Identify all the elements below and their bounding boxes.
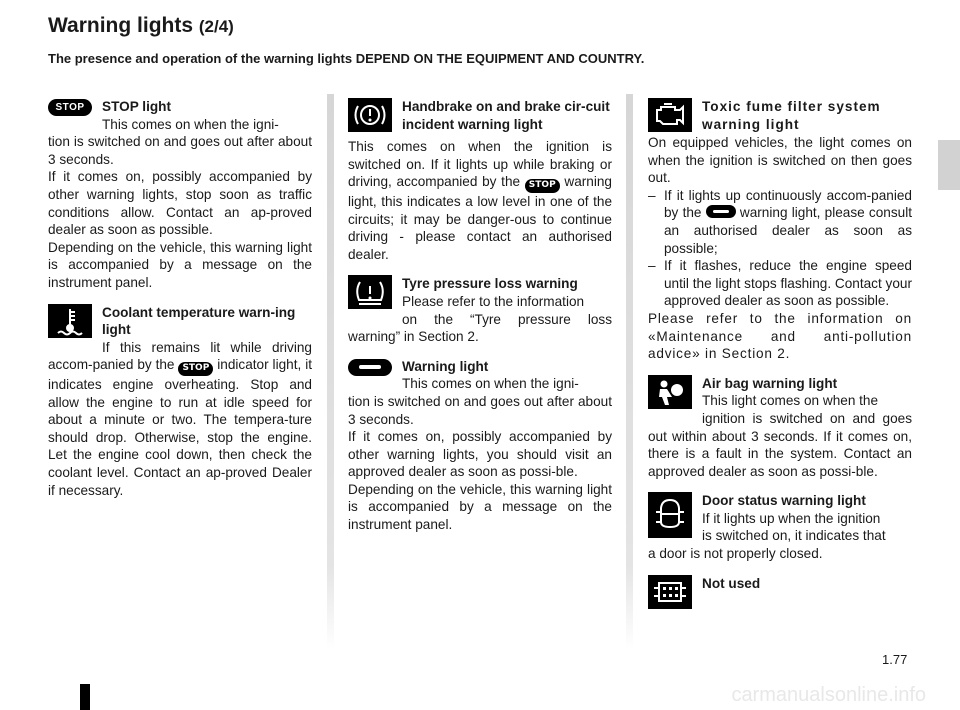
- toxic-text: On equipped vehicles, the light comes on when the ignition is switched on then goes out.: [648, 135, 912, 186]
- warning-line1: This comes on when the igni-: [402, 376, 579, 392]
- engine-icon: [648, 98, 692, 132]
- airbag-heading: Air bag warning light: [702, 375, 838, 391]
- airbag-icon: [648, 375, 692, 409]
- tyre-pressure-icon: [348, 275, 392, 309]
- corner-mark: [80, 684, 90, 710]
- door-status-section: [648, 492, 912, 562]
- handbrake-text: This comes on when the ignition is switched on. If it lights up while braking or driving, accompanied by the STOP warning light, this indicates a low level in one of the circuits; it may be danger-ous to continue driving - please contact an authorised dealer.: [348, 139, 612, 262]
- coolant-temperature-icon: [48, 304, 92, 338]
- toxic-fume-section: [648, 98, 912, 363]
- coolant-section: [48, 304, 312, 500]
- stop-light-section: [48, 98, 312, 292]
- toxic-bullet-list: [648, 187, 912, 310]
- coolant-text: If this remains lit while driving accom-panied by the STOP indicator light, it indicates engine overheating. Stop and allow the engine to run at idle speed for about a minute or two. The tempera-ture should drop. Otherwise, stop the engine. Let the engine cool down, then check the coolant level. Contact an ap-proved Dealer if necessary.: [48, 339, 312, 498]
- column-2: [348, 98, 612, 546]
- section-tab: [938, 140, 960, 190]
- column-1: [48, 98, 312, 511]
- not-used-icon: [648, 575, 692, 609]
- inline-stop-icon: STOP: [178, 362, 213, 376]
- airbag-section: [648, 375, 912, 481]
- door-text: a door is not properly closed.: [648, 546, 823, 562]
- page-number: 1.77: [882, 652, 908, 667]
- warning-paragraph-3: Depending on the vehicle, this warning light is accompanied by a message on the instrument panel.: [348, 481, 612, 533]
- warning-text: tion is switched on and goes out after about 3 seconds.: [348, 393, 612, 427]
- coolant-heading: Coolant temperature warn-ing light: [102, 304, 296, 338]
- door-line1: If it lights up when the ignition: [702, 510, 881, 526]
- stop-paragraph-3: Depending on the vehicle, this warning light is accompanied by a message on the instrument panel.: [48, 239, 312, 290]
- column-divider-2: [626, 94, 633, 649]
- handbrake-heading: Handbrake on and brake cir-cuit incident warning light: [402, 99, 610, 132]
- airbag-text: ignition is switched on and goes out within about 3 seconds. If it comes on, there is a fault in the system. Contact an approved dealer as soon as possi-ble.: [648, 410, 912, 479]
- stop-icon: STOP: [48, 99, 92, 116]
- stop-text: tion is switched on and goes out after about 3 seconds.: [48, 134, 312, 167]
- toxic-heading: Toxic fume filter system warning light: [702, 99, 881, 132]
- airbag-line1: This light comes on when the: [702, 393, 879, 409]
- list-item: – If it lights up continuously accom-panied by the warning light, please consult an authorised dealer as soon as possible;: [648, 187, 912, 256]
- inline-stop-icon: STOP: [525, 179, 560, 193]
- warning-light-section: [348, 358, 612, 534]
- warning-heading: Warning light: [402, 358, 489, 374]
- column-3: [648, 98, 912, 623]
- stop-line1: This comes on when the igni-: [102, 116, 279, 132]
- wrench-icon: [348, 359, 392, 376]
- title-text: Warning lights: [48, 14, 194, 37]
- page-title: [48, 14, 234, 38]
- watermark: carmanualsonline.info: [731, 684, 926, 706]
- stop-heading: STOP light: [102, 99, 171, 114]
- not-used-heading: Not used: [702, 575, 761, 591]
- tyre-pressure-section: [348, 275, 612, 345]
- brake-circle-icon: [348, 98, 392, 132]
- tyre-heading: Tyre pressure loss warning: [402, 276, 578, 292]
- stop-paragraph-2: If it comes on, possibly accompanied by other warning lights, stop soon as traffic conditions allow. Contact an ap-proved dealer as soon as possible.: [48, 169, 312, 238]
- not-used-section: [648, 575, 912, 611]
- handbrake-section: [348, 98, 612, 263]
- warning-paragraph-2: If it comes on, possibly accompanied by other warning lights, you should visit an approved dealer as soon as possi-ble.: [348, 429, 612, 480]
- toxic-paragraph-2: Please refer to the information on «Maintenance and anti-pollution advice» in Section 2.: [648, 310, 912, 362]
- list-item: – If it flashes, reduce the engine speed until the light stops flashing. Contact your approved dealer as soon as possible.: [648, 258, 912, 309]
- door-status-icon: [648, 492, 692, 538]
- door-heading: Door status warning light: [702, 493, 866, 509]
- inline-wrench-icon: [706, 205, 736, 218]
- tyre-line1: Please refer to the information: [402, 293, 585, 309]
- column-divider-1: [327, 94, 334, 649]
- tyre-text: on the “Tyre pressure loss warning” in Section 2.: [348, 311, 612, 345]
- intro-text: The presence and operation of the warning lights DEPEND ON THE EQUIPMENT AND COUNTRY.: [48, 51, 645, 66]
- title-part: (2/4): [198, 17, 234, 36]
- door-line2: is switched on, it indicates that: [702, 528, 886, 544]
